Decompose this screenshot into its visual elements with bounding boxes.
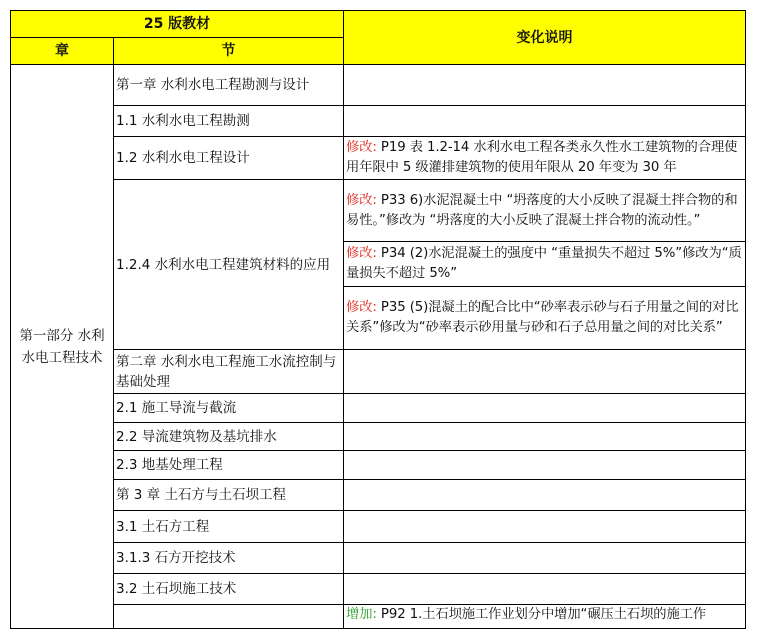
change-cell	[344, 480, 746, 511]
change-text: P19 表 1.2-14 水利水电工程各类永久性水工建筑物的合理使用年限中 5 级灌排建筑物的使用年限从 20 年变为 30 年	[346, 140, 738, 175]
modify-tag: 修改:	[346, 192, 377, 208]
change-text: P92 1.土石坝施工作业划分中增加“碾压土石坝的施工作	[376, 607, 707, 622]
change-cell	[344, 423, 746, 451]
change-cell	[344, 137, 746, 180]
textbook-change-table	[10, 10, 746, 629]
section-cell: 3.1.3 石方开挖技术	[114, 543, 344, 574]
modify-tag: 修改:	[346, 140, 377, 155]
part-cell: 第一部分 水利水电工程技术	[11, 65, 114, 629]
section-cell: 第一章 水利水电工程勘测与设计	[114, 65, 344, 106]
section-cell: 1.2 水利水电工程设计	[114, 137, 344, 180]
section-cell	[114, 605, 344, 629]
section-header: 节	[114, 38, 344, 65]
change-cell	[344, 106, 746, 137]
change-cell	[344, 543, 746, 574]
section-cell: 第 3 章 土石方与土石坝工程	[114, 480, 344, 511]
edition-header: 25 版教材	[11, 11, 344, 38]
add-tag: 增加:	[346, 607, 377, 622]
section-cell: 1.2.4 水利水电工程建筑材料的应用	[114, 180, 344, 350]
change-cell	[344, 350, 746, 394]
change-cell	[344, 511, 746, 543]
change-cell	[344, 180, 746, 242]
change-cell	[344, 394, 746, 423]
section-cell: 2.1 施工导流与截流	[114, 394, 344, 423]
section-cell: 第二章 水利水电工程施工水流控制与基础处理	[114, 350, 344, 394]
change-description-header: 变化说明	[344, 11, 746, 65]
section-cell: 3.2 土石坝施工技术	[114, 574, 344, 605]
change-cell	[344, 574, 746, 605]
section-cell: 2.3 地基处理工程	[114, 451, 344, 480]
chapter-header: 章	[11, 38, 114, 65]
change-text: P33 6)水泥混凝土中 “坍落度的大小反映了混凝土拌合物的和易性。”修改为 “坍落度的大小反映了混凝土拌合物的流动性。”	[346, 192, 738, 228]
change-cell	[344, 451, 746, 480]
section-cell: 2.2 导流建筑物及基坑排水	[114, 423, 344, 451]
change-cell	[344, 65, 746, 106]
change-cell	[344, 242, 746, 287]
change-text: P35 (5)混凝土的配合比中“砂率表示砂与石子用量之间的对比关系”修改为“砂率表示砂用量与砂和石子总用量之间的对比关系”	[346, 300, 739, 335]
section-cell: 1.1 水利水电工程勘测	[114, 106, 344, 137]
change-cell	[344, 287, 746, 350]
change-cell	[344, 605, 746, 629]
modify-tag: 修改:	[346, 246, 377, 261]
change-text: P34 (2)水泥混凝土的强度中 “重量损失不超过 5%”修改为“质量损失不超过 5%”	[346, 246, 742, 281]
section-cell: 3.1 土石方工程	[114, 511, 344, 543]
modify-tag: 修改:	[346, 300, 377, 315]
